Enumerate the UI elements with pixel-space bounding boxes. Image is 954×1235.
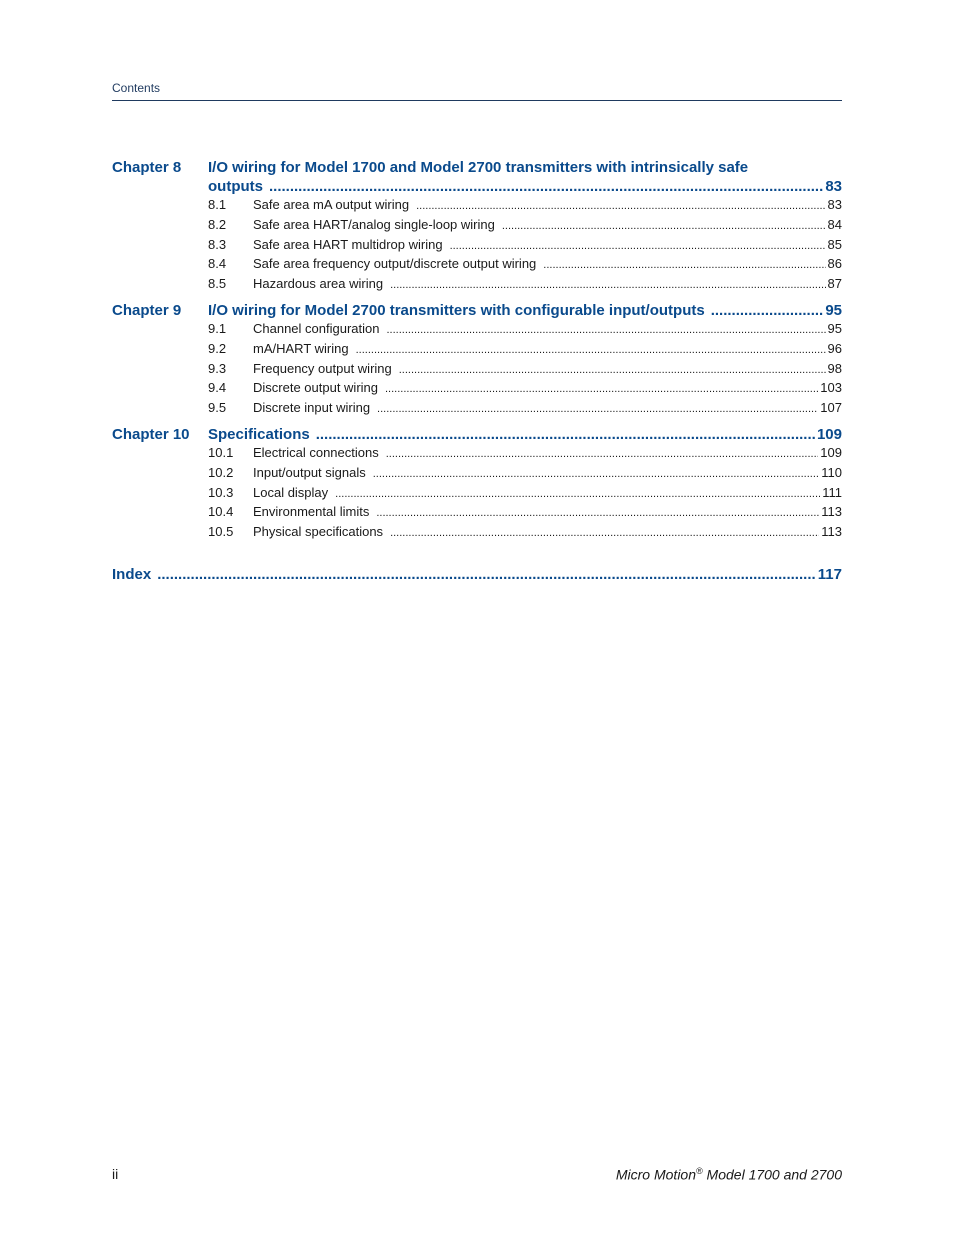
toc-entry[interactable] [208, 255, 842, 275]
chapter-title-text: I/O wiring for Model 1700 and Model 2700 transmitters with intrinsically safe [208, 159, 749, 176]
section-title: Safe area HART multidrop wiring [253, 236, 443, 252]
section-title: Discrete output wiring [253, 380, 378, 396]
page-number: 84 [827, 216, 842, 232]
section-title: Environmental limits [253, 504, 370, 520]
chapter-label: Chapter 10 [112, 425, 190, 443]
section-title: Electrical connections [253, 444, 379, 460]
page-number: 95 [825, 301, 842, 319]
leader-dots [502, 217, 826, 236]
section-number: 10.5 [208, 524, 234, 540]
section-title: Frequency output wiring [253, 360, 392, 376]
leader-dots [157, 565, 816, 584]
section-number: 8.5 [208, 276, 227, 292]
toc-entry[interactable] [208, 340, 842, 360]
section-number: 9.2 [208, 340, 227, 356]
section-number: 8.1 [208, 197, 227, 212]
table-of-contents [112, 158, 842, 549]
chapter-title-text: outputs [208, 178, 263, 195]
toc-entry[interactable] [208, 399, 842, 419]
index-entry[interactable] [112, 565, 842, 584]
toc-entry[interactable] [208, 216, 842, 236]
chapter-title-continued[interactable] [208, 177, 842, 196]
chapter-title[interactable] [208, 158, 842, 177]
section-title: Safe area HART/analog single-loop wiring [253, 216, 495, 232]
page-number: 86 [827, 256, 842, 272]
chapter-label: Chapter 8 [112, 159, 182, 176]
section-number: 8.2 [208, 216, 227, 232]
page-number: 83 [825, 178, 842, 195]
leader-dots [416, 197, 825, 216]
page-number: 117 [817, 566, 842, 583]
leader-dots [316, 425, 815, 444]
leader-dots [385, 380, 818, 399]
leader-dots [386, 445, 819, 464]
header-label: Contents [112, 81, 161, 95]
section-title: Discrete input wiring [253, 400, 371, 416]
footer-page-number: ii [112, 1166, 119, 1182]
page-number: 87 [827, 276, 842, 292]
section-title: Physical specifications [253, 524, 384, 540]
leader-dots [711, 301, 824, 320]
leader-dots [390, 524, 819, 543]
leader-dots [356, 341, 826, 360]
header-rule [112, 100, 842, 101]
leader-dots [390, 276, 825, 295]
chapter-title-text: I/O wiring for Model 2700 transmitters with configurable input/outputs [208, 301, 705, 319]
page-number: 113 [821, 504, 842, 520]
chapter-10 [112, 425, 842, 543]
page-number: 85 [827, 236, 842, 252]
page-number: 107 [820, 400, 842, 416]
section-title: Safe area mA output wiring [253, 197, 410, 212]
page-number: 111 [822, 484, 842, 500]
leader-dots [377, 400, 818, 419]
toc-entry[interactable] [208, 360, 842, 380]
page-number: 110 [821, 464, 842, 480]
footer-brand: Micro Motion [615, 1166, 697, 1183]
section-number: 8.4 [208, 256, 227, 272]
toc-entry[interactable] [208, 484, 842, 504]
page-number: 83 [827, 197, 842, 212]
section-title: Input/output signals [253, 464, 366, 480]
section-number: 8.3 [208, 236, 227, 252]
section-title: Hazardous area wiring [253, 276, 384, 292]
section-number: 10.1 [208, 444, 234, 460]
chapter-title-text: Specifications [208, 425, 310, 443]
section-number: 9.1 [208, 320, 227, 336]
page-number: 98 [827, 360, 842, 376]
toc-entry[interactable] [208, 503, 842, 523]
footer-document-title [616, 1166, 842, 1183]
chapter-title[interactable] [208, 301, 842, 320]
section-title: Safe area frequency output/discrete output wiring [253, 256, 537, 272]
toc-entry[interactable] [208, 464, 842, 484]
leader-dots [373, 465, 820, 484]
footer-model: Model 1700 and 2700 [702, 1166, 842, 1183]
section-number: 9.4 [208, 380, 227, 396]
index-label: Index [112, 566, 152, 583]
registered-mark: ® [696, 1166, 703, 1176]
page-number: 103 [820, 380, 842, 396]
page-number: 109 [820, 444, 842, 460]
chapter-9 [112, 301, 842, 419]
page-number: 109 [816, 425, 842, 443]
toc-entry[interactable] [208, 444, 842, 464]
leader-dots [543, 256, 825, 275]
chapter-8 [112, 158, 842, 295]
leader-dots [450, 237, 826, 256]
toc-entry[interactable] [208, 275, 842, 295]
section-number: 10.4 [208, 504, 234, 520]
section-number: 9.3 [208, 360, 227, 376]
toc-entry[interactable] [208, 236, 842, 256]
toc-entry[interactable] [208, 196, 842, 216]
section-number: 9.5 [208, 400, 227, 416]
toc-entry[interactable] [208, 379, 842, 399]
chapter-title[interactable] [208, 425, 842, 444]
section-number: 10.2 [208, 464, 234, 480]
page-number: 96 [827, 340, 842, 356]
leader-dots [386, 321, 825, 340]
section-number: 10.3 [208, 484, 234, 500]
toc-entry[interactable] [208, 320, 842, 340]
chapter-label: Chapter 9 [112, 301, 182, 319]
section-title: mA/HART wiring [253, 340, 349, 356]
leader-dots [335, 485, 820, 504]
section-title: Local display [253, 484, 329, 500]
leader-dots [376, 504, 819, 523]
leader-dots [269, 177, 823, 196]
toc-entry[interactable] [208, 523, 842, 543]
page-number: 95 [827, 320, 842, 336]
page-number: 113 [821, 524, 842, 540]
leader-dots [399, 361, 826, 380]
section-title: Channel configuration [253, 320, 380, 336]
